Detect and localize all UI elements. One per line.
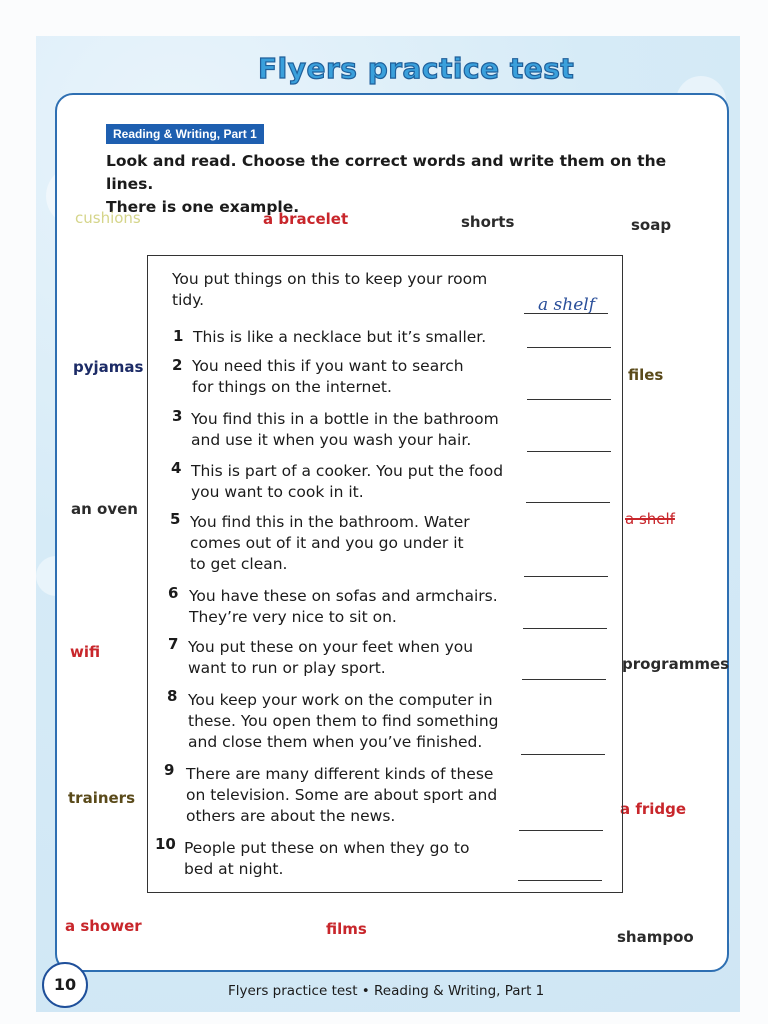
- question-line: This is like a necklace but it’s smaller.: [193, 328, 487, 346]
- question-7-text: [188, 637, 473, 679]
- instructions-line-2: There is one example.: [106, 198, 300, 216]
- question-2-text: [192, 356, 464, 398]
- instructions: [106, 150, 706, 219]
- example-answer: a shelf: [538, 295, 596, 315]
- question-number: 7: [168, 635, 179, 653]
- question-line: for things on the internet.: [192, 378, 392, 396]
- word-soap: soap: [631, 216, 672, 234]
- question-number: 8: [167, 687, 178, 705]
- question-line: People put these on when they go to: [184, 839, 470, 857]
- answer-line-2[interactable]: [527, 399, 611, 400]
- question-9-text: [186, 764, 497, 827]
- page-number: 10: [42, 962, 88, 1008]
- word-trainers: trainers: [68, 789, 136, 807]
- example-answer-line: [524, 313, 608, 314]
- question-line: You find this in the bathroom. Water: [190, 513, 470, 531]
- question-number: 6: [168, 584, 179, 602]
- answer-line-10[interactable]: [518, 880, 602, 881]
- answer-line-7[interactable]: [522, 679, 606, 680]
- question-5-text: [190, 512, 470, 575]
- question-3-text: [191, 409, 499, 451]
- question-line: on television. Some are about sport and: [186, 786, 498, 804]
- answer-line-3[interactable]: [527, 451, 611, 452]
- question-line: others are about the news.: [186, 807, 396, 825]
- question-line: comes out of it and you go under it: [190, 534, 464, 552]
- question-line: and use it when you wash your hair.: [191, 431, 472, 449]
- question-number: 10: [155, 835, 176, 853]
- question-line: You have these on sofas and armchairs.: [189, 587, 498, 605]
- question-4-text: [191, 461, 503, 503]
- example-text: [172, 269, 487, 311]
- word-programmes: programmes: [622, 655, 730, 673]
- question-number: 2: [172, 356, 183, 374]
- word-films: films: [326, 920, 367, 938]
- word-shorts: shorts: [461, 213, 515, 231]
- question-line: You need this if you want to search: [192, 357, 464, 375]
- answer-line-5[interactable]: [524, 576, 608, 577]
- question-line: these. You open them to find something: [188, 712, 499, 730]
- word-a-shelf-crossed: a shelf: [625, 510, 675, 528]
- question-line: You keep your work on the computer in: [188, 691, 493, 709]
- answer-line-1[interactable]: [527, 347, 611, 348]
- page-title: Flyers practice test: [258, 52, 575, 85]
- question-line: to get clean.: [190, 555, 288, 573]
- example-line-2: tidy.: [172, 291, 205, 309]
- section-tag: Reading & Writing, Part 1: [106, 124, 264, 144]
- question-line: You find this in a bottle in the bathroom: [191, 410, 499, 428]
- question-line: bed at night.: [184, 860, 284, 878]
- question-line: They’re very nice to sit on.: [189, 608, 397, 626]
- question-1-text: [193, 327, 486, 348]
- question-8-text: [188, 690, 499, 753]
- question-line: There are many different kinds of these: [186, 765, 494, 783]
- question-number: 4: [171, 459, 182, 477]
- page-footer: Flyers practice test • Reading & Writing, Part 1: [228, 983, 545, 999]
- question-line: want to run or play sport.: [188, 659, 386, 677]
- word-wifi: wifi: [70, 643, 101, 661]
- question-6-text: [189, 586, 498, 628]
- word-cushions: cushions: [75, 209, 141, 227]
- question-number: 3: [172, 407, 183, 425]
- word-shampoo: shampoo: [617, 928, 694, 946]
- question-number: 9: [164, 761, 175, 779]
- example-line-1: You put things on this to keep your room: [172, 270, 488, 288]
- question-line: You put these on your feet when you: [188, 638, 474, 656]
- question-number: 5: [170, 510, 181, 528]
- answer-line-8[interactable]: [521, 754, 605, 755]
- word-pyjamas: pyjamas: [73, 358, 144, 376]
- word-files: files: [628, 366, 664, 384]
- question-10-text: [184, 838, 469, 880]
- instructions-line-1: Look and read. Choose the correct words and write them on the lines.: [106, 152, 667, 193]
- answer-line-6[interactable]: [523, 628, 607, 629]
- question-line: and close them when you’ve finished.: [188, 733, 483, 751]
- question-number: 1: [173, 327, 184, 345]
- word-a-shower: a shower: [65, 917, 142, 935]
- answer-line-4[interactable]: [526, 502, 610, 503]
- word-a-fridge: a fridge: [620, 800, 687, 818]
- word-a-bracelet: a bracelet: [263, 210, 349, 228]
- answer-line-9[interactable]: [519, 830, 603, 831]
- question-line: This is part of a cooker. You put the food: [191, 462, 504, 480]
- question-line: you want to cook in it.: [191, 483, 364, 501]
- word-an-oven: an oven: [71, 500, 138, 518]
